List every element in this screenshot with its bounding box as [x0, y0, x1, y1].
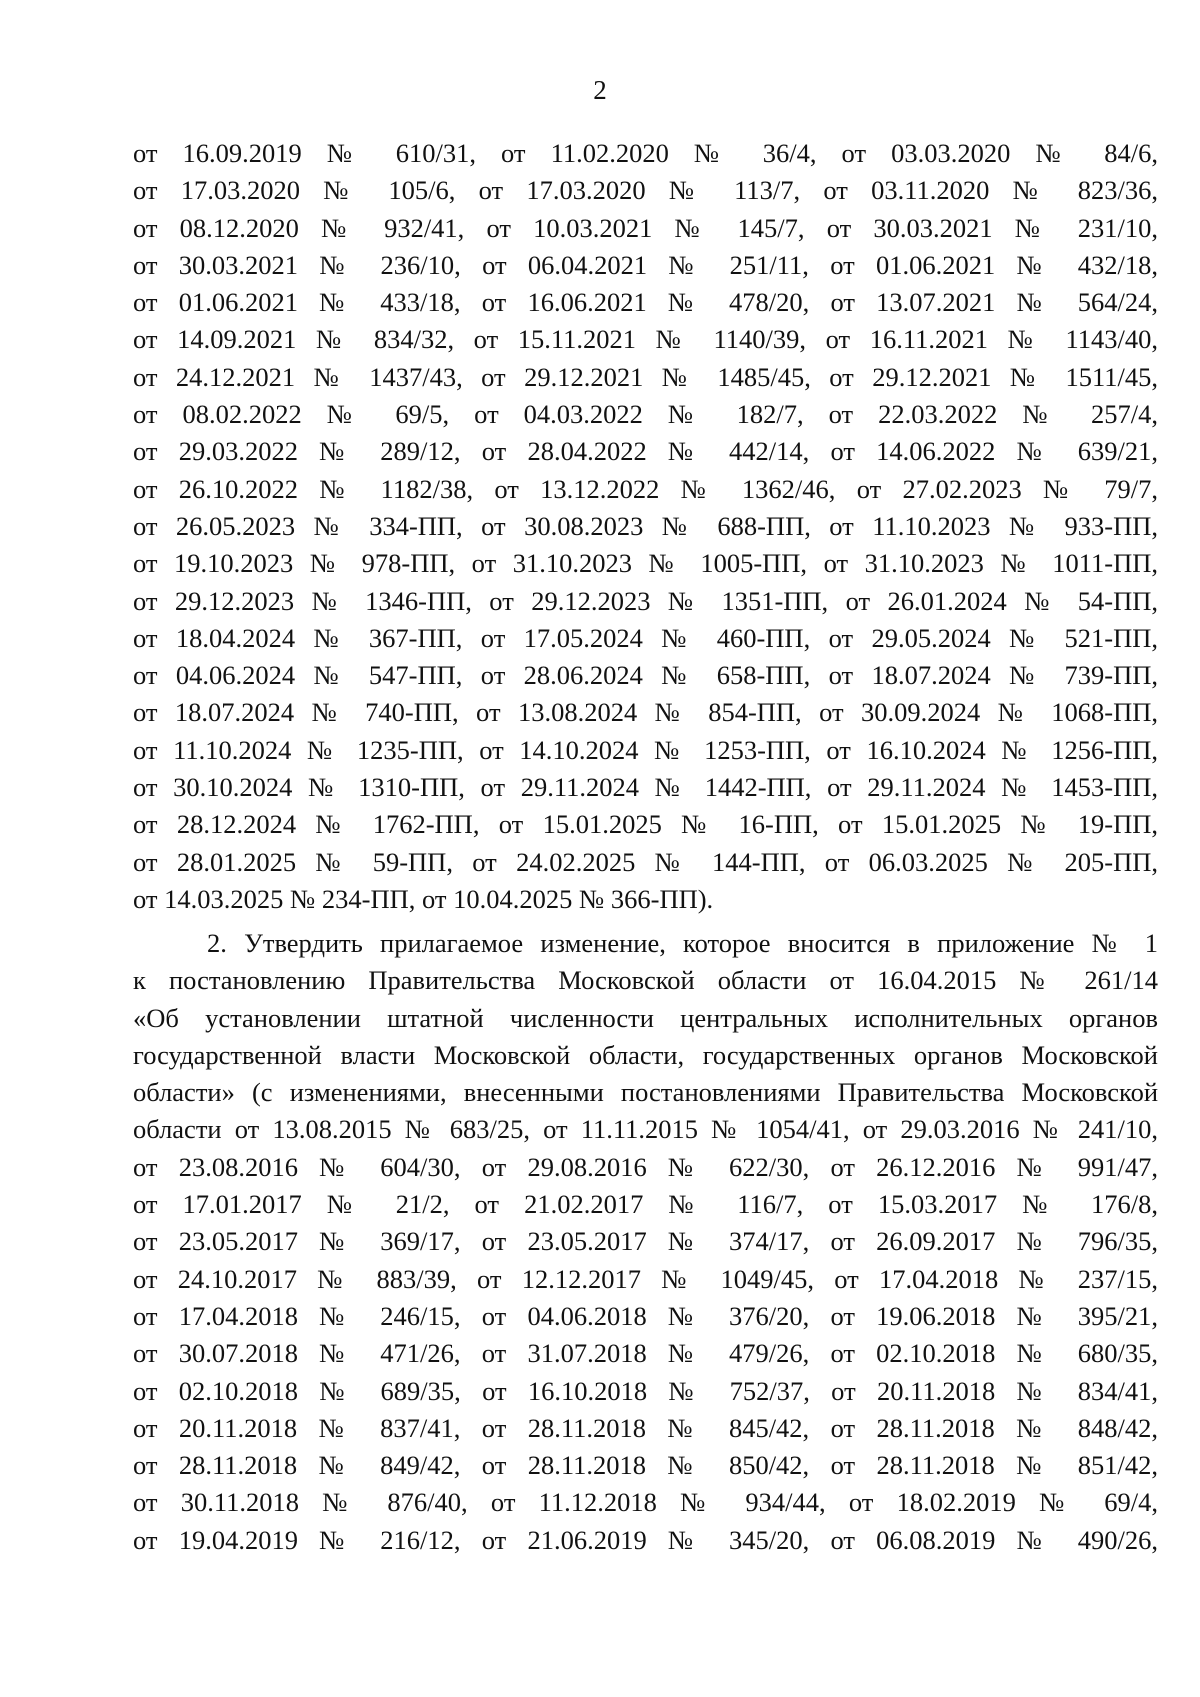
- text-line: государственной власти Московской области, государственных органов Московской: [133, 1039, 1158, 1070]
- page-number: 2: [593, 75, 607, 105]
- text-line: от 17.04.2018 № 246/15, от 04.06.2018 № 376/20, от 19.06.2018 № 395/21,: [133, 1300, 1158, 1331]
- paragraph-2: [133, 925, 1158, 1559]
- text-line: от 02.10.2018 № 689/35, от 16.10.2018 № 752/37, от 20.11.2018 № 834/41,: [133, 1375, 1158, 1406]
- text-line: от 26.10.2022 № 1182/38, от 13.12.2022 № 1362/46, от 27.02.2023 № 79/7,: [133, 473, 1158, 504]
- text-line: от 20.11.2018 № 837/41, от 28.11.2018 № 845/42, от 28.11.2018 № 848/42,: [133, 1412, 1158, 1443]
- text-line: от 30.03.2021 № 236/10, от 06.04.2021 № 251/11, от 01.06.2021 № 432/18,: [133, 249, 1158, 280]
- text-line: от 24.12.2021 № 1437/43, от 29.12.2021 № 1485/45, от 29.12.2021 № 1511/45,: [133, 361, 1158, 392]
- text-line: от 19.04.2019 № 216/12, от 21.06.2019 № 345/20, от 06.08.2019 № 490/26,: [133, 1524, 1158, 1555]
- text-line: от 08.02.2022 № 69/5, от 04.03.2022 № 182/7, от 22.03.2022 № 257/4,: [133, 399, 1158, 430]
- text-line: 2. Утвердить прилагаемое изменение, которое вносится в приложение № 1: [207, 928, 1158, 958]
- text-line: от 30.10.2024 № 1310-ПП, от 29.11.2024 № 1442-ПП, от 29.11.2024 № 1453-ПП,: [133, 772, 1158, 803]
- text-line: от 04.06.2024 № 547-ПП, от 28.06.2024 № 658-ПП, от 18.07.2024 № 739-ПП,: [133, 660, 1158, 691]
- text-line: области» (с изменениями, внесенными постановлениями Правительства Московской: [133, 1077, 1158, 1108]
- text-line: от 17.03.2020 № 105/6, от 17.03.2020 № 113/7, от 03.11.2020 № 823/36,: [133, 175, 1158, 206]
- text-line: от 23.08.2016 № 604/30, от 29.08.2016 № 622/30, от 26.12.2016 № 991/47,: [133, 1151, 1158, 1182]
- text-line: от 08.12.2020 № 932/41, от 10.03.2021 № 145/7, от 30.03.2021 № 231/10,: [133, 212, 1158, 243]
- text-line: от 14.09.2021 № 834/32, от 15.11.2021 № 1140/39, от 16.11.2021 № 1143/40,: [133, 324, 1158, 355]
- text-line: от 24.10.2017 № 883/39, от 12.12.2017 № 1049/45, от 17.04.2018 № 237/15,: [133, 1263, 1158, 1294]
- text-line: от 16.09.2019 № 610/31, от 11.02.2020 № 36/4, от 03.03.2020 № 84/6,: [133, 138, 1158, 168]
- paragraph-1: [133, 135, 1158, 918]
- text-line: от 28.12.2024 № 1762-ПП, от 15.01.2025 № 16-ПП, от 15.01.2025 № 19-ПП,: [133, 809, 1158, 840]
- text-line: от 28.11.2018 № 849/42, от 28.11.2018 № 850/42, от 28.11.2018 № 851/42,: [133, 1450, 1158, 1481]
- text-line: от 29.12.2023 № 1346-ПП, от 29.12.2023 № 1351-ПП, от 26.01.2024 № 54-ПП,: [133, 585, 1158, 616]
- text-line: «Об установлении штатной численности центральных исполнительных органов: [133, 1002, 1158, 1033]
- text-line: от 29.03.2022 № 289/12, от 28.04.2022 № 442/14, от 14.06.2022 № 639/21,: [133, 436, 1158, 467]
- text-line: от 26.05.2023 № 334-ПП, от 30.08.2023 № 688-ПП, от 11.10.2023 № 933-ПП,: [133, 510, 1158, 541]
- text-line: от 11.10.2024 № 1235-ПП, от 14.10.2024 № 1253-ПП, от 16.10.2024 № 1256-ПП,: [133, 734, 1158, 765]
- text-line: от 19.10.2023 № 978-ПП, от 31.10.2023 № 1005-ПП, от 31.10.2023 № 1011-ПП,: [133, 548, 1158, 579]
- text-line: от 01.06.2021 № 433/18, от 16.06.2021 № 478/20, от 13.07.2021 № 564/24,: [133, 287, 1158, 318]
- text-line: от 18.04.2024 № 367-ПП, от 17.05.2024 № 460-ПП, от 29.05.2024 № 521-ПП,: [133, 622, 1158, 653]
- text-line: от 18.07.2024 № 740-ПП, от 13.08.2024 № 854-ПП, от 30.09.2024 № 1068-ПП,: [133, 697, 1158, 728]
- text-line: от 30.11.2018 № 876/40, от 11.12.2018 № 934/44, от 18.02.2019 № 69/4,: [133, 1487, 1158, 1518]
- text-line: от 23.05.2017 № 369/17, от 23.05.2017 № 374/17, от 26.09.2017 № 796/35,: [133, 1226, 1158, 1257]
- text-line: от 17.01.2017 № 21/2, от 21.02.2017 № 116/7, от 15.03.2017 № 176/8,: [133, 1189, 1158, 1220]
- text-line: к постановлению Правительства Московской области от 16.04.2015 № 261/14: [133, 965, 1158, 996]
- text-line: от 14.03.2025 № 234-ПП, от 10.04.2025 № 366-ПП).: [133, 883, 714, 914]
- text-line: от 30.07.2018 № 471/26, от 31.07.2018 № 479/26, от 02.10.2018 № 680/35,: [133, 1338, 1158, 1369]
- text-line: области от 13.08.2015 № 683/25, от 11.11.2015 № 1054/41, от 29.03.2016 № 241/10,: [133, 1114, 1158, 1145]
- text-line: от 28.01.2025 № 59-ПП, от 24.02.2025 № 144-ПП, от 06.03.2025 № 205-ПП,: [133, 846, 1158, 877]
